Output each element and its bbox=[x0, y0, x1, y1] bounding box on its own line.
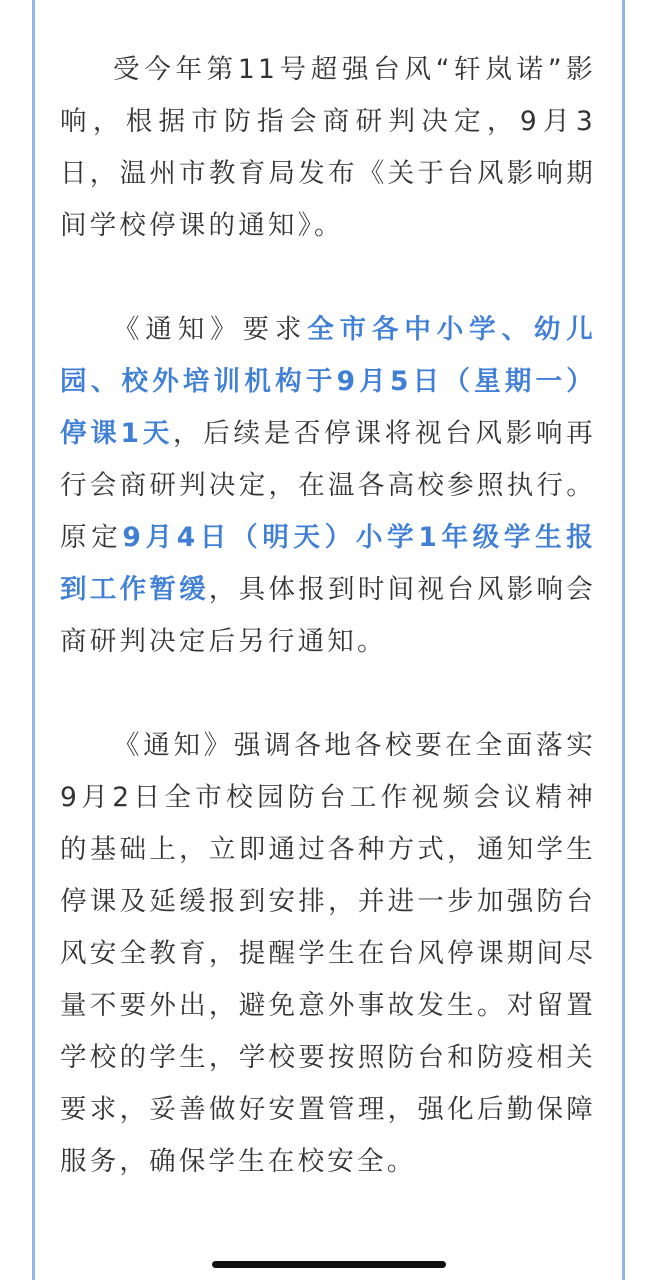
home-indicator-bar[interactable] bbox=[212, 1261, 446, 1268]
paragraph-2-text-1: 《通知》要求 bbox=[113, 314, 308, 345]
right-border-line bbox=[622, 0, 625, 1280]
paragraph-1: 受今年第11号超强台风“轩岚诺”影响，根据市防指会商研判决定，9月3日，温州市教育局发布《关于台风影响期间学校停课的通知》。 bbox=[60, 54, 596, 241]
paragraph-2 bbox=[60, 304, 596, 668]
article-body bbox=[60, 44, 596, 1188]
paragraph-2-text-2: ，后续是否停课将视台风影响再行会商研判决定，在温各高校参照执行。原定 bbox=[60, 418, 596, 553]
highlight-school-closure: 全市各中小学、幼儿园、校外培训机构于9月5日（星期一）停课1天 bbox=[60, 314, 596, 449]
paragraph-3: 《通知》强调各地各校要在全面落实9月2日全市校园防台工作视频会议精神的基础上，立即通过各种方式，通知学生停课及延缓报到安排，并进一步加强防台风安全教育，提醒学生在台风停课期间尽量不要外出，避免意外事故发生。对留置学校的学生，学校要按照防台和防疫相关要求，妥善做好安置管理，强化后勤保障服务，确保学生在校安全。 bbox=[60, 730, 596, 1177]
left-border-line bbox=[32, 0, 35, 1280]
paragraph-2-text-3: ，具体报到时间视台风影响会商研判决定后另行通知。 bbox=[60, 574, 597, 657]
highlight-registration-postponed: 9月4日（明天）小学1年级学生报到工作暂缓 bbox=[60, 522, 596, 605]
